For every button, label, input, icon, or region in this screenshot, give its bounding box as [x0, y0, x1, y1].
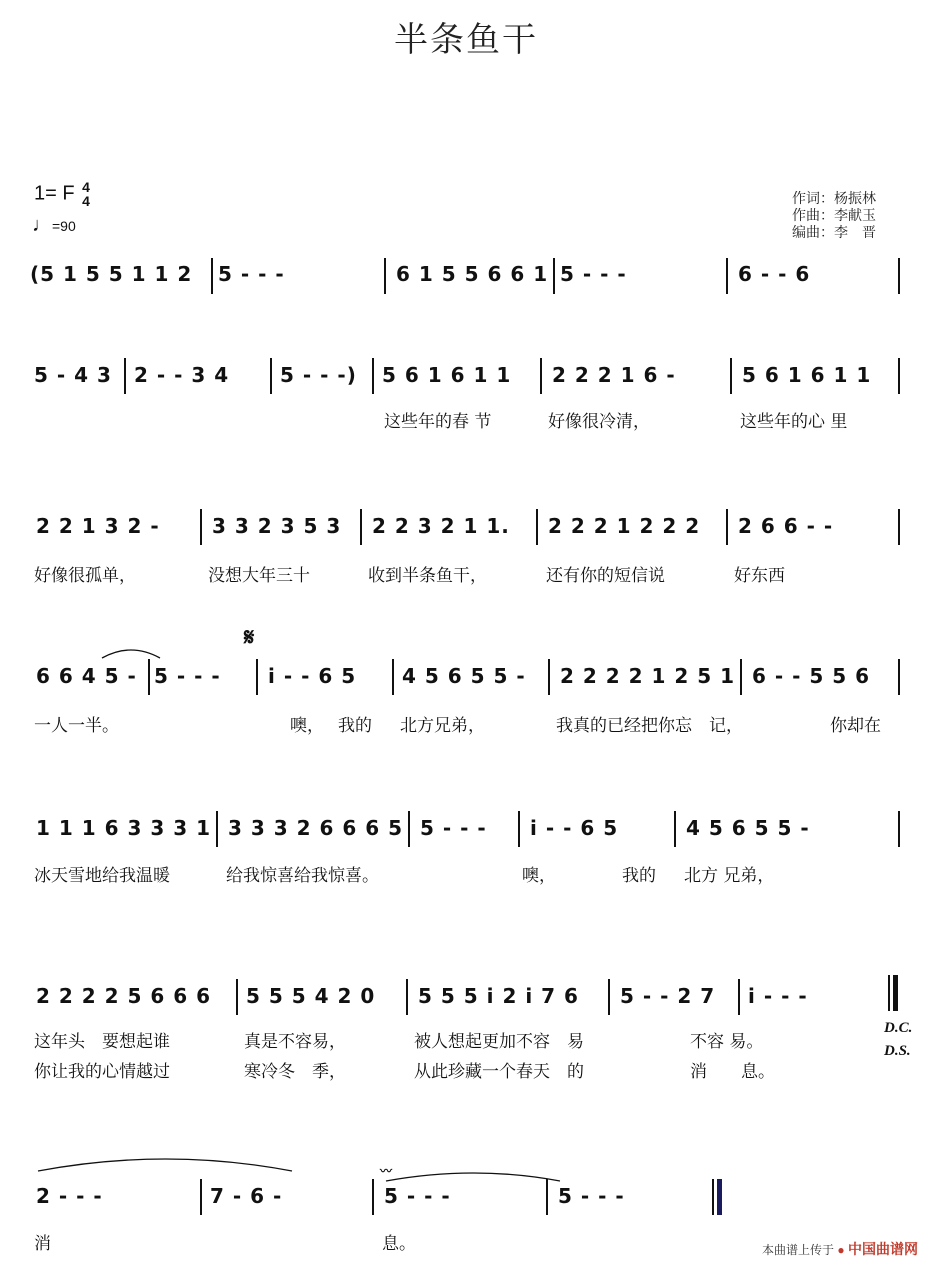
slur [384, 1169, 564, 1183]
barline [408, 811, 410, 847]
lyric-verse-2: 消 息。 [690, 1062, 775, 1082]
measure: i - - - [748, 984, 808, 1008]
page-title: 半条鱼干 [394, 20, 538, 60]
measure: 7 - 6 - [210, 1184, 283, 1208]
lyric: 好东西 [734, 566, 785, 586]
measure: 5 6 1 6 1 1 [742, 363, 872, 387]
lyric: 没想大年三十 [208, 566, 310, 586]
lyric: 好像很冷清， [548, 412, 650, 432]
barline [726, 258, 728, 294]
barline [546, 1179, 548, 1215]
lyric: 不容 易。 [690, 1032, 764, 1052]
measure: 5 - - - [420, 816, 487, 840]
barline [540, 358, 542, 394]
arranger: 编曲：李 晋 [792, 224, 876, 240]
barline [372, 1179, 374, 1215]
barline [200, 1179, 202, 1215]
measure: 2 2 1 3 2 - [36, 514, 160, 538]
barline [518, 811, 520, 847]
barline [256, 659, 258, 695]
measure: 5 6 1 6 1 1 [382, 363, 512, 387]
lyric: 这些年的心 里 [740, 412, 848, 432]
lyric: 北方 兄弟， [684, 866, 775, 886]
measure: 5 - - 2 7 [620, 984, 716, 1008]
segno-sign: 𝄋 [244, 624, 255, 651]
barline [674, 811, 676, 847]
lyric: 一人一半。 [34, 716, 119, 736]
lyric-verse-2: 从此珍藏一个春天 的 [414, 1062, 584, 1082]
barline [898, 358, 900, 394]
measure: 5 - - - [218, 262, 285, 286]
measure: i - - 6 5 [268, 664, 357, 688]
final-barline-thick [717, 1179, 722, 1215]
measure: 4 5 6 5 5 - [402, 664, 526, 688]
measure: 5 - - - [154, 664, 221, 688]
barline [898, 509, 900, 545]
measure: 2 6 6 - - [738, 514, 834, 538]
barline [740, 659, 742, 695]
measure: 6 6 4 5 - [36, 664, 137, 688]
measure: i - - 6 5 [530, 816, 619, 840]
tempo-marking [32, 214, 76, 237]
quarter-note-icon: ♩ [32, 214, 52, 236]
barline [536, 509, 538, 545]
measure: 4 5 6 5 5 - [686, 816, 810, 840]
dal-segno-mark: D.S. [884, 1043, 911, 1059]
lyric: 这些年的春 节 [384, 412, 492, 432]
measure: 5 5 5 4 2 0 [246, 984, 376, 1008]
barline [392, 659, 394, 695]
lyric: 被人想起更加不容 易 [414, 1032, 584, 1052]
final-barline-thick [893, 975, 898, 1011]
measure: 3 3 2 3 5 3 [212, 514, 342, 538]
measure: 3 3 3 2 6 6 6 5 [228, 816, 404, 840]
measure: 2 2 3 2 1 1. [372, 514, 510, 538]
measure: 5 - - -) [280, 363, 357, 387]
barline [216, 811, 218, 847]
measure: (5 1 5 5 1 1 2 [30, 262, 193, 286]
measure: 2 2 2 1 2 2 2 [548, 514, 701, 538]
lyric: 收到半条鱼干， [368, 566, 487, 586]
time-signature [82, 180, 90, 208]
lyric: 我真的已经把你忘 记， [556, 716, 743, 736]
time-bottom: 4 [82, 193, 90, 209]
tempo-value: =90 [52, 218, 76, 234]
lyric: 噢， [290, 716, 324, 736]
lyric: 还有你的短信说 [546, 566, 665, 586]
measure: 2 2 2 2 5 6 6 6 [36, 984, 212, 1008]
measure: 5 - - - [384, 1184, 451, 1208]
key-signature [34, 180, 90, 208]
lyric: 噢， [522, 866, 556, 886]
barline [608, 979, 610, 1015]
mordent-icon: 〰 [380, 1164, 393, 1178]
slur [100, 644, 162, 660]
barline [898, 811, 900, 847]
barline [148, 659, 150, 695]
footer-watermark [762, 1239, 918, 1259]
measure: 6 - - 5 5 6 [752, 664, 871, 688]
barline [898, 659, 900, 695]
lyric-verse-2: 寒冷冬 季， [244, 1062, 346, 1082]
lyric: 好像很孤单， [34, 566, 136, 586]
key-label: 1= F [34, 182, 75, 205]
lyric: 你却在 [830, 716, 881, 736]
lyric: 北方兄弟， [400, 716, 485, 736]
credits [792, 190, 876, 241]
measure: 2 - - 3 4 [134, 363, 230, 387]
site-logo-icon: ● [837, 1243, 845, 1257]
lyric: 冰天雪地给我温暖 [34, 866, 170, 886]
lyric: 这年头 要想起谁 [34, 1032, 170, 1052]
da-capo-mark: D.C. [884, 1020, 913, 1036]
measure: 6 - - 6 [738, 262, 811, 286]
barline [360, 509, 362, 545]
barline [898, 258, 900, 294]
lyricist: 作词：杨振林 [792, 190, 876, 206]
site-brand: 中国曲谱网 [848, 1241, 918, 1257]
lyric: 消 [34, 1234, 51, 1254]
barline [124, 358, 126, 394]
measure: 2 - - - [36, 1184, 103, 1208]
slur [36, 1153, 296, 1173]
measure: 1 1 1 6 3 3 3 1 [36, 816, 212, 840]
measure: 5 - - - [560, 262, 627, 286]
barline [211, 258, 213, 294]
lyric: 我的 [338, 716, 372, 736]
measure: 5 5 5 i 2 i 7 6 [418, 984, 579, 1008]
lyric: 真是不容易， [244, 1032, 346, 1052]
lyric: 我的 [622, 866, 656, 886]
lyric: 息。 [382, 1234, 416, 1254]
final-barline-thin [888, 975, 890, 1011]
barline [730, 358, 732, 394]
composer: 作曲：李献玉 [792, 207, 876, 223]
measure: 2 2 2 2 1 2 5 1 [560, 664, 736, 688]
barline [548, 659, 550, 695]
barline [270, 358, 272, 394]
lyric: 给我惊喜给我惊喜。 [226, 866, 379, 886]
barline [200, 509, 202, 545]
barline [372, 358, 374, 394]
footer-text: 本曲谱上传于 [762, 1243, 835, 1257]
lyric-verse-2: 你让我的心情越过 [34, 1062, 170, 1082]
measure: 5 - 4 3 [34, 363, 112, 387]
final-barline-thin [712, 1179, 714, 1215]
barline [738, 979, 740, 1015]
measure: 2 2 2 1 6 - [552, 363, 676, 387]
barline [553, 258, 555, 294]
measure: 5 - - - [558, 1184, 625, 1208]
measure: 6 1 5 5 6 6 1 [396, 262, 549, 286]
barline [384, 258, 386, 294]
barline [406, 979, 408, 1015]
barline [236, 979, 238, 1015]
barline [726, 509, 728, 545]
time-top: 4 [82, 179, 90, 195]
